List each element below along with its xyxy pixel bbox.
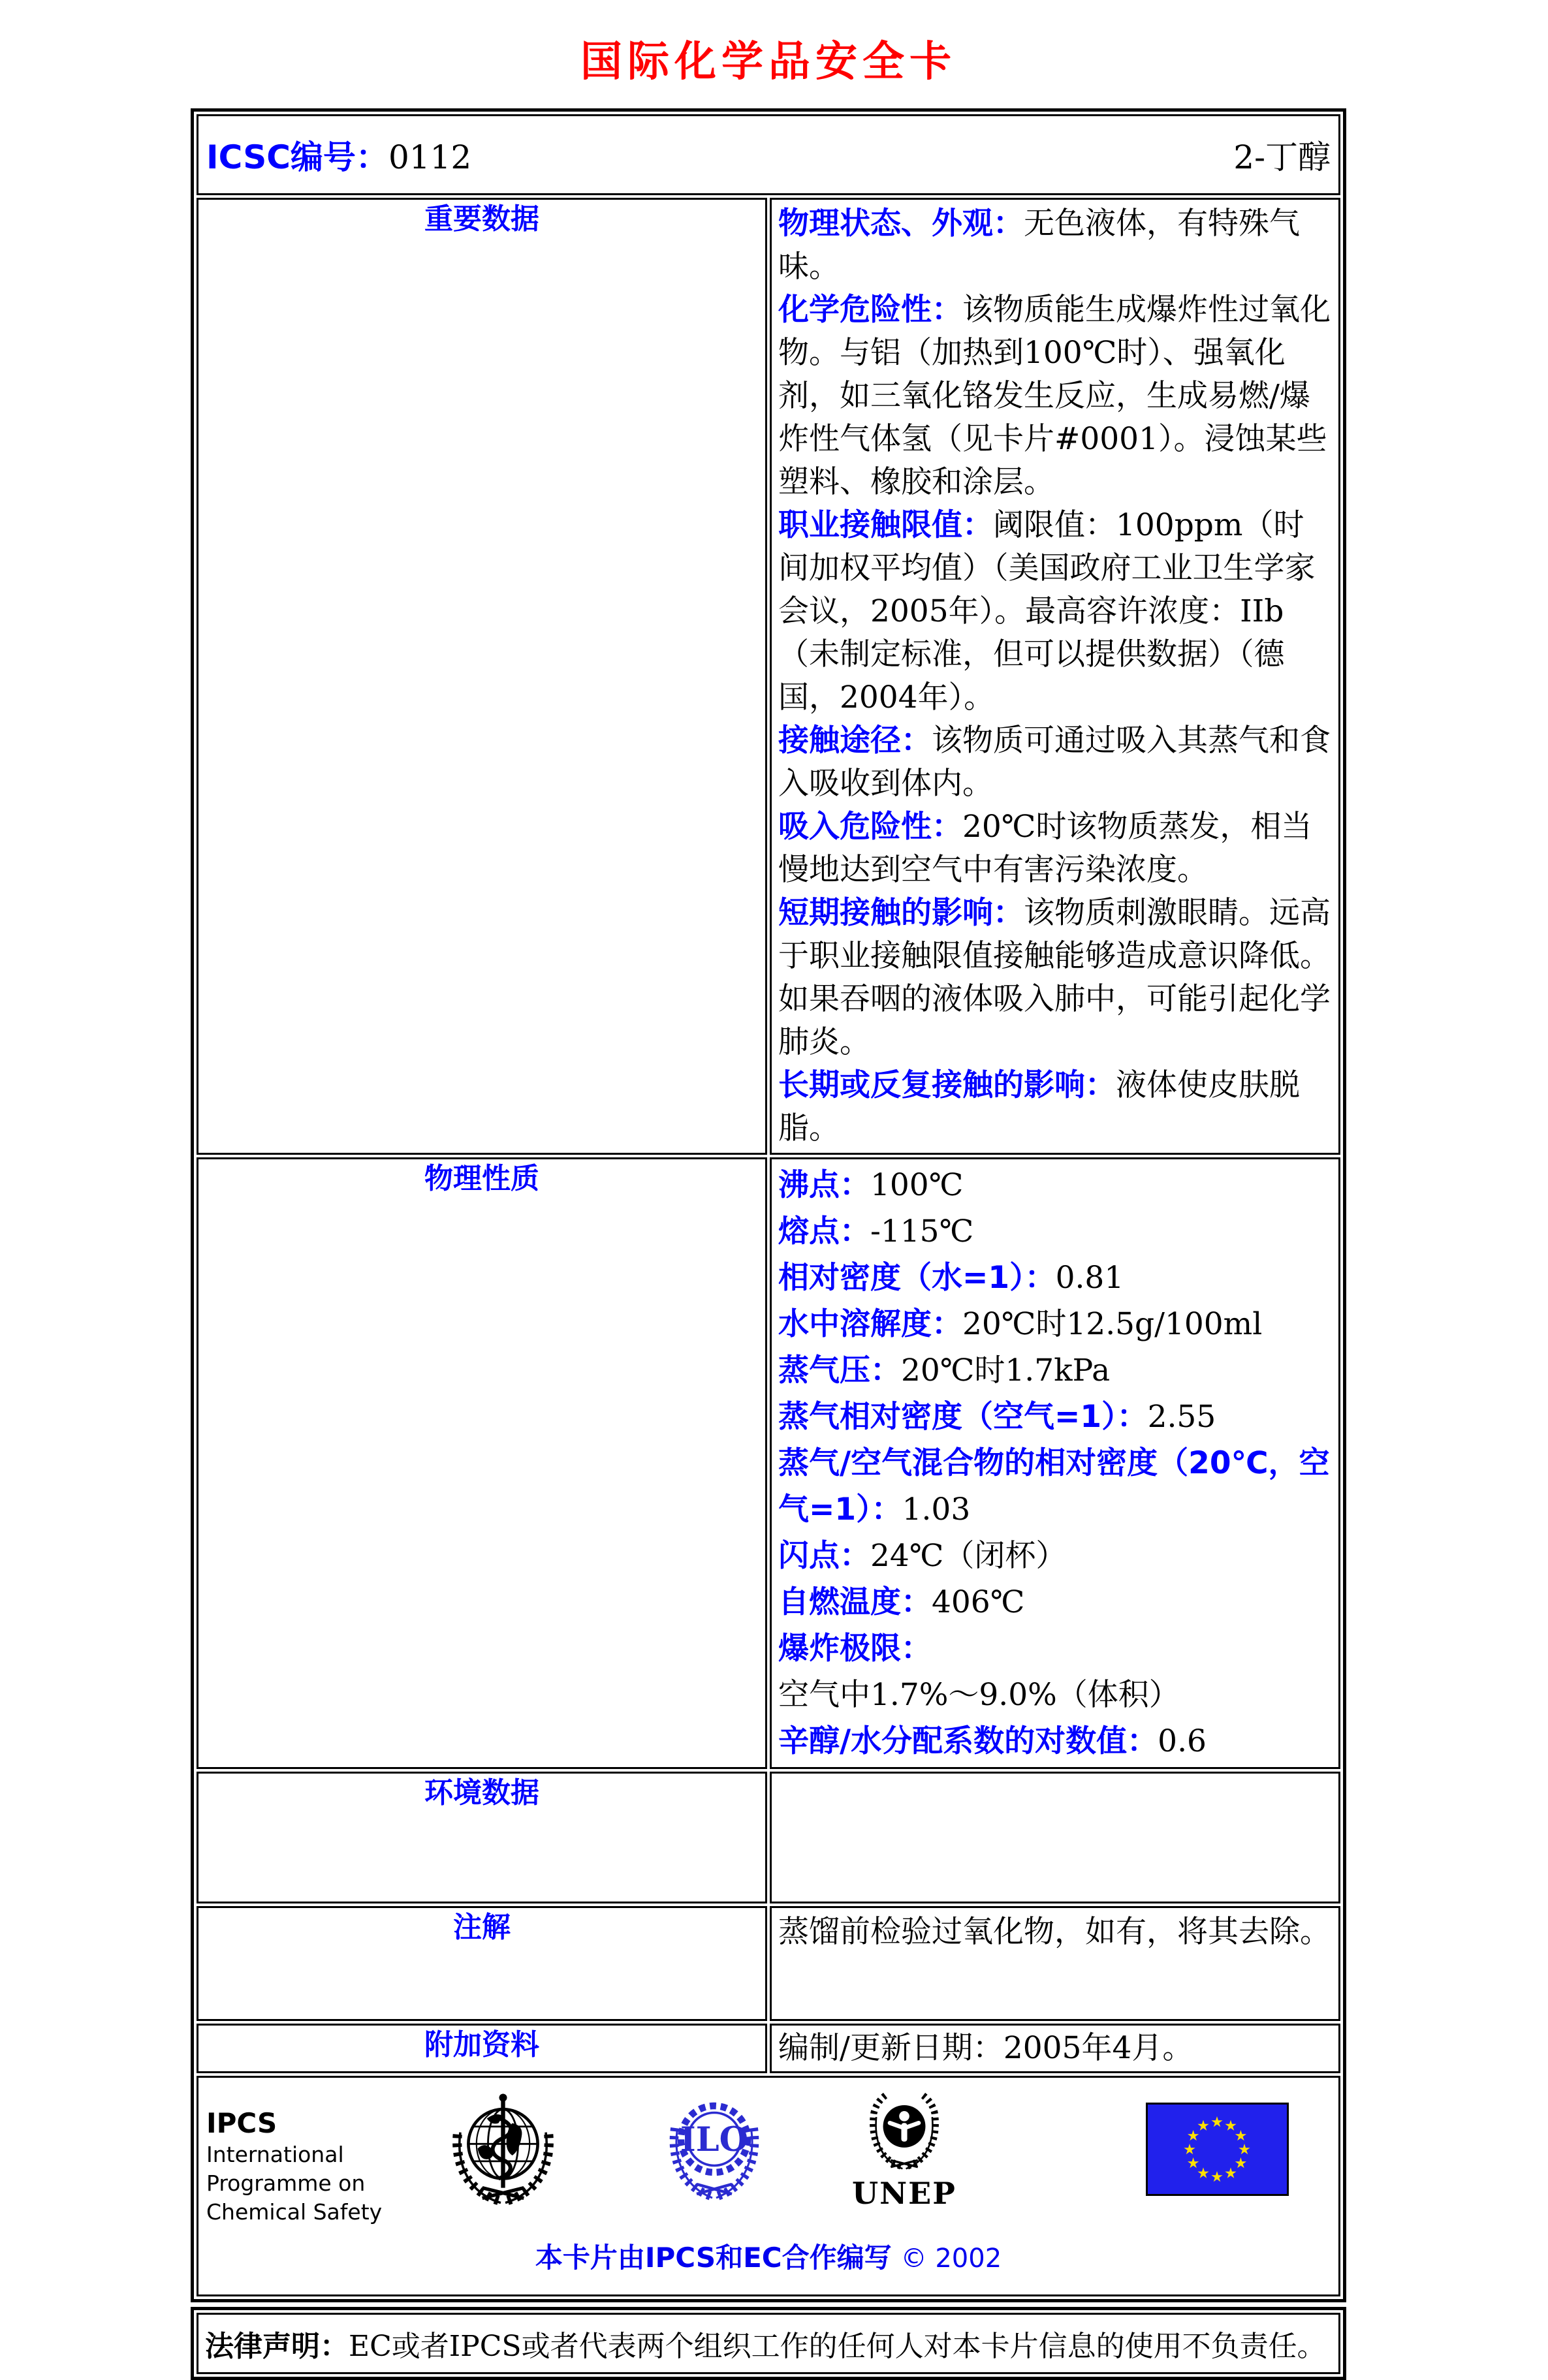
field-label: 接触途径：	[778, 723, 932, 759]
field-value: 空气中1.7%～9.0%（体积）	[778, 1677, 1180, 1713]
unep-logo-block	[852, 2088, 956, 2211]
field-row	[778, 289, 1332, 504]
field-label: 职业接触限值：	[778, 507, 993, 543]
field-value: 该物质能生成爆炸性过氧化物。与铝（加热到100℃时）、强氧化剂，如三氧化铬发生反应，生成易燃/爆炸性气体氢（见卡片#0001）。浸蚀某些塑料、橡胶和涂层。	[778, 292, 1331, 500]
field-value: 该物质刺激眼睛。远高于职业接触限值接触能够造成意识降低。如果吞咽的液体吸入肺中，可能引起化学肺炎。	[778, 895, 1331, 1060]
field-row	[778, 1208, 1332, 1255]
eu-flag-icon	[1146, 2103, 1289, 2196]
important-data-content	[770, 198, 1340, 1155]
field-row	[778, 202, 1332, 289]
copyright-text: © 2002	[900, 2244, 1002, 2274]
field-row	[778, 719, 1332, 806]
icsc-number-group	[206, 131, 471, 178]
field-value: 20℃时该物质蒸发，相当慢地达到空气中有害污染浓度。	[778, 809, 1312, 888]
field-value: 液体使皮肤脱脂。	[778, 1067, 1300, 1146]
field-value: 24℃（闭杯）	[870, 1538, 1067, 1574]
ipcs-line: Programme on	[206, 2170, 366, 2196]
field-row	[778, 1718, 1332, 1764]
icsc-number-value: 0112	[388, 138, 472, 176]
field-label: 闪点：	[778, 1538, 870, 1574]
field-label: 蒸气/空气混合物的相对密度（20℃，空气=1）：	[778, 1445, 1330, 1527]
environmental-data-title: 环境数据	[197, 1772, 767, 1903]
field-row	[778, 1347, 1332, 1394]
additional-info-row	[197, 2024, 1340, 2073]
environmental-data-row	[197, 1772, 1340, 1903]
physical-properties-content	[770, 1157, 1340, 1769]
field-value: 100℃	[870, 1167, 964, 1203]
legal-notice-box	[191, 2307, 1346, 2380]
ipcs-acronym: IPCS	[206, 2107, 277, 2139]
legal-notice-inner	[197, 2313, 1340, 2374]
notes-text: 蒸馏前检验过氧化物，如有，将其去除。	[778, 1914, 1331, 1950]
field-label: 熔点：	[778, 1213, 870, 1249]
additional-info-content	[770, 2024, 1340, 2073]
ilo-logo-icon	[665, 2088, 763, 2204]
field-value: 406℃	[932, 1584, 1025, 1620]
field-label: 长期或反复接触的影响：	[778, 1067, 1116, 1103]
field-row	[778, 1394, 1332, 1440]
additional-info-text: 编制/更新日期：2005年4月。	[778, 2030, 1193, 2066]
logos-cell	[197, 2076, 1340, 2296]
field-value: 0.81	[1055, 1260, 1124, 1296]
unep-wordmark: UNEP	[852, 2176, 956, 2211]
field-value: 无色液体，有特殊气味。	[778, 206, 1300, 285]
field-value: 20℃时1.7kPa	[901, 1353, 1111, 1388]
field-value: 20℃时12.5g/100ml	[962, 1306, 1263, 1342]
page-title: 国际化学品安全卡	[580, 37, 956, 86]
header-cell	[197, 114, 1340, 195]
notes-title: 注解	[197, 1906, 767, 2021]
field-label: 短期接触的影响：	[778, 895, 1024, 931]
field-value: 2.55	[1147, 1399, 1216, 1435]
cooperation-caption	[198, 2241, 1338, 2276]
important-data-row	[197, 198, 1340, 1155]
who-logo-icon	[445, 2088, 561, 2208]
notes-row	[197, 1906, 1340, 2021]
field-row	[778, 1064, 1332, 1150]
physical-properties-title: 物理性质	[197, 1157, 767, 1769]
field-label: 爆炸极限：	[778, 1631, 932, 1667]
field-label: 相对密度（水=1）：	[778, 1260, 1056, 1296]
icsc-number-label: ICSC编号：	[206, 138, 388, 176]
field-value: 阈限值：100ppm（时间加权平均值）（美国政府工业卫生学家会议，2005年）。最高容许浓度：IIb（未制定标准，但可以提供数据）（德国，2004年）。	[778, 507, 1316, 715]
environmental-data-content	[770, 1772, 1340, 1903]
field-row	[778, 1440, 1332, 1533]
field-row	[778, 1625, 1332, 1718]
logo-strip	[198, 2088, 1338, 2227]
logos-row	[197, 2076, 1340, 2296]
ipcs-line: Chemical Safety	[206, 2199, 383, 2225]
field-row	[778, 1301, 1332, 1347]
field-label: 吸入危险性：	[778, 809, 962, 845]
ilo-letters: ILO	[680, 2120, 749, 2159]
field-label: 水中溶解度：	[778, 1306, 962, 1342]
field-value: 1.03	[902, 1492, 971, 1527]
caption-text: 本卡片由IPCS和EC合作编写	[535, 2242, 892, 2274]
additional-info-title: 附加资料	[197, 2024, 767, 2073]
field-value: -115℃	[870, 1213, 974, 1249]
notes-content	[770, 1906, 1340, 2021]
physical-properties-row	[197, 1157, 1340, 1769]
chemical-name: 2-丁醇	[1233, 138, 1331, 176]
field-value: 0.6	[1158, 1723, 1207, 1759]
ipcs-line: International	[206, 2142, 344, 2167]
field-label: 自燃温度：	[778, 1584, 932, 1620]
field-label: 化学危险性：	[778, 292, 962, 328]
field-row	[778, 806, 1332, 892]
field-label: 物理状态、外观：	[778, 206, 1024, 242]
field-label: 蒸气相对密度（空气=1）：	[778, 1399, 1148, 1435]
field-row	[778, 1162, 1332, 1208]
ipcs-text-block	[206, 2088, 402, 2227]
field-label: 蒸气压：	[778, 1353, 901, 1388]
field-row	[778, 1533, 1332, 1579]
field-value: 该物质可通过吸入其蒸气和食入吸收到体内。	[778, 723, 1331, 802]
field-label: 沸点：	[778, 1167, 870, 1203]
header-row	[197, 114, 1340, 195]
icsc-table	[191, 108, 1346, 2302]
field-label: 辛醇/水分配系数的对数值：	[778, 1723, 1158, 1759]
header-content	[206, 131, 1331, 178]
important-data-title: 重要数据	[197, 198, 767, 1155]
legal-notice-label: 法律声明：	[205, 2330, 349, 2363]
card-wrapper	[191, 0, 1346, 2380]
field-row	[778, 1255, 1332, 1301]
field-row	[778, 892, 1332, 1064]
field-row	[778, 504, 1332, 719]
field-row	[778, 1579, 1332, 1625]
legal-notice-text: EC或者IPCS或者代表两个组织工作的任何人对本卡片信息的使用不负责任。	[349, 2330, 1326, 2363]
unep-logo-icon	[862, 2088, 947, 2176]
